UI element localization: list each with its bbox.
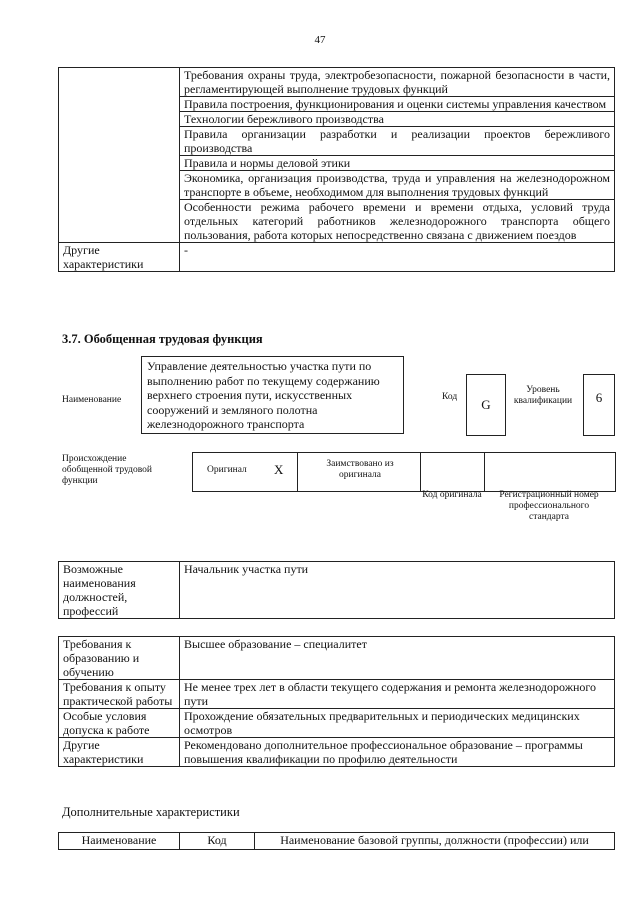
code-value: G bbox=[466, 374, 506, 436]
origin-label: Происхождение обобщенной трудовой функции bbox=[62, 454, 152, 486]
requirements-table bbox=[58, 636, 615, 767]
registration-number-cell bbox=[484, 452, 616, 492]
code-label: Код bbox=[442, 392, 458, 402]
empty-label-cell bbox=[59, 68, 180, 243]
requirement-value: Высшее образование – специалитет bbox=[180, 637, 615, 680]
name-label: Наименование bbox=[62, 395, 122, 405]
requirement-row: Правила и нормы деловой этики bbox=[180, 156, 615, 171]
registration-number-label: Регистрационный номер профессионального стандарта bbox=[499, 490, 599, 522]
qualification-level-value: 6 bbox=[583, 374, 615, 436]
requirement-value: Рекомендовано дополнительное профессиональное образование – программы повышения квалификации по профилю деятельности bbox=[180, 738, 615, 767]
original-cell bbox=[192, 452, 298, 492]
requirement-value: Прохождение обязательных предварительных и периодических медицинских осмотров bbox=[180, 709, 615, 738]
requirement-label: Требования к образованию и обучению bbox=[59, 637, 180, 680]
function-name: Управление деятельностью участка пути по выполнению работ по текущему содержанию верхнего строения пути, искусственных сооружений и земляного полотна железнодорожного транспорта bbox=[141, 356, 404, 434]
original-mark: X bbox=[274, 462, 284, 477]
other-characteristics-value: - bbox=[180, 243, 615, 272]
knowledge-table bbox=[58, 67, 615, 272]
borrowed-cell bbox=[297, 452, 421, 492]
page-number: 47 bbox=[314, 34, 326, 46]
requirement-row: Экономика, организация производства, труда и управления на железнодорожном транспорте в объеме, необходимом для выполнения трудовых функций bbox=[180, 171, 615, 200]
column-header-code: Код bbox=[180, 833, 255, 850]
requirement-row: Правила построения, функционирования и оценки системы управления качеством bbox=[180, 97, 615, 112]
positions-table bbox=[58, 561, 615, 619]
requirement-value: Не менее трех лет в области текущего содержания и ремонта железнодорожного пути bbox=[180, 680, 615, 709]
requirement-row: Требования охраны труда, электробезопасности, пожарной безопасности в части, регламентирующей выполнение трудовых функций bbox=[180, 68, 615, 97]
column-header-base-group: Наименование базовой группы, должности (профессии) или bbox=[255, 833, 615, 850]
other-characteristics-label: Другие характеристики bbox=[59, 243, 180, 272]
requirement-label: Другие характеристики bbox=[59, 738, 180, 767]
requirement-row: Технологии бережливого производства bbox=[180, 112, 615, 127]
column-header-name: Наименование bbox=[59, 833, 180, 850]
borrowed-label: Заимствовано из оригинала bbox=[326, 459, 394, 480]
positions-value: Начальник участка пути bbox=[180, 562, 615, 619]
extra-characteristics-table bbox=[58, 832, 615, 850]
original-code-cell bbox=[420, 452, 485, 492]
original-code-label: Код оригинала bbox=[422, 490, 482, 500]
section-title: 3.7. Обобщенная трудовая функция bbox=[62, 332, 263, 346]
extra-characteristics-title: Дополнительные характеристики bbox=[62, 805, 240, 819]
requirement-row: Особенности режима рабочего времени и времени отдыха, условий труда отдельных категорий работников железнодорожного транспорта общего пользования, работа которых непосредственно связана с движением поездов bbox=[180, 200, 615, 243]
positions-label: Возможные наименования должностей, профессий bbox=[59, 562, 180, 619]
original-label: Оригинал bbox=[207, 465, 247, 475]
requirement-row: Правила организации разработки и реализации проектов бережливого производства bbox=[180, 127, 615, 156]
qualification-level-label: Уровень квалификации bbox=[513, 385, 573, 406]
requirement-label: Требования к опыту практической работы bbox=[59, 680, 180, 709]
requirement-label: Особые условия допуска к работе bbox=[59, 709, 180, 738]
